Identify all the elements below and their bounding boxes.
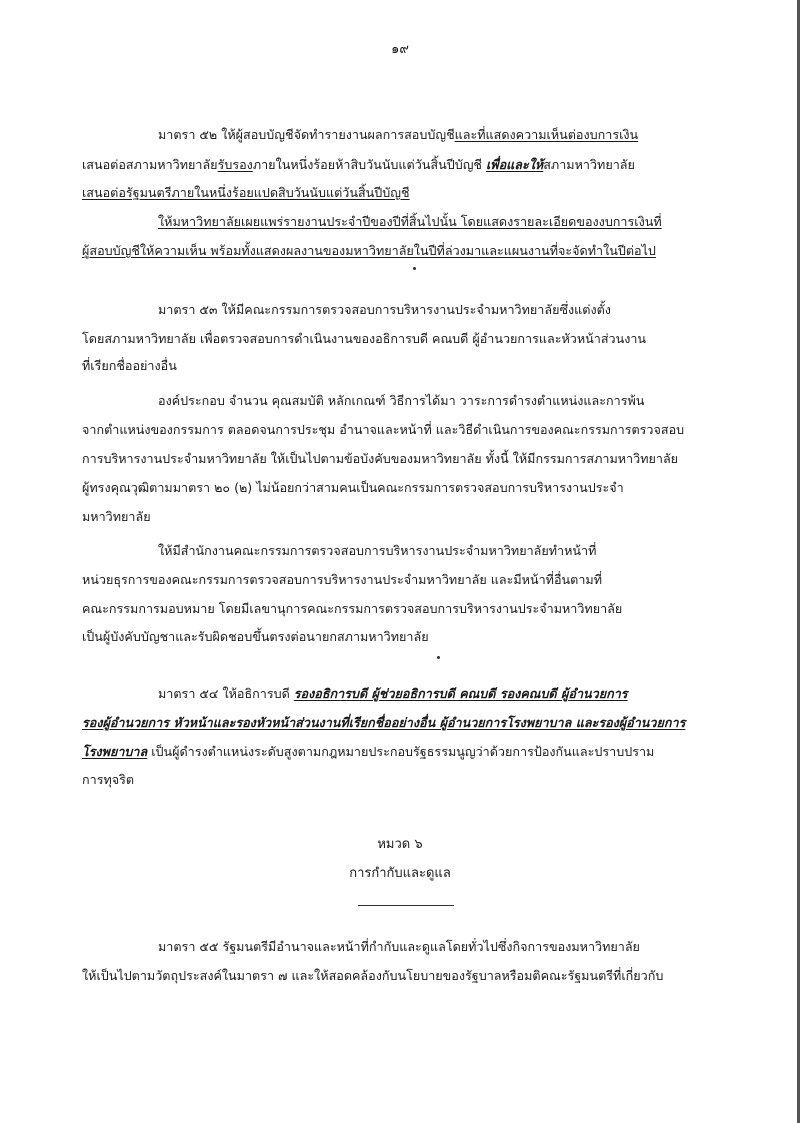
sec53-line-3: ที่เรียกชื่ออย่างอื่น — [82, 358, 177, 373]
sec52-line-1 — [158, 126, 638, 144]
chapter-divider — [358, 905, 454, 906]
sec52-line-2-c: ภายในหนึ่งร้อยห้าสิบวันนับแต่วันสิ้นปีบัญชี — [252, 157, 486, 172]
stray-dot — [437, 656, 440, 659]
sec53-line-9: ให้มีสำนักงานคณะกรรมการตรวจสอบการบริหารงานประจำมหาวิทยาลัยทำหน้าที่ — [158, 543, 597, 558]
sec52-line-2-d: เพื่อและให้ — [485, 157, 544, 172]
sec54-line-3 — [82, 743, 654, 761]
sec53-line-12: เป็นผู้บังคับบัญชาและรับผิดชอบขึ้นตรงต่อนายกสภามหาวิทยาลัย — [82, 629, 429, 644]
chapter-number: หมวด ๖ — [377, 837, 423, 852]
sec52-line-3-b: ภายในหนึ่งร้อยแปดสิบวันนับแต่วันสิ้นปีบัญชี — [171, 185, 410, 200]
sec54-line-3-b: เป็นผู้ดำรงตำแหน่งระดับสูงตามกฎหมายประกอบรัฐธรรมนูญว่าด้วยการป้องกันและปราบปราม — [147, 744, 655, 759]
sec52-line-1-b: และที่แสดงความเห็นต่องบการเงิน — [454, 127, 639, 142]
sec52-line-2-e: สภามหาวิทยาลัย — [543, 157, 635, 172]
sec54-line-4: การทุจริต — [82, 772, 135, 787]
sec54-line-2 — [82, 714, 685, 732]
sec52-line-2-a: เสนอต่อสภามหาวิทยาลัย — [82, 157, 218, 172]
chapter-title: การกำกับและดูแล — [349, 866, 451, 881]
sec53-line-11: คณะกรรมการมอบหมาย โดยมีเลขานุการคณะกรรมการตรวจสอบการบริหารงานประจำมหาวิทยาลัย — [82, 601, 623, 616]
sec52-line-2 — [82, 156, 635, 174]
sec52-line-2-b: รับรอง — [217, 157, 253, 172]
sec54-line-3-a: โรงพยาบาล — [82, 744, 148, 759]
sec53-line-1: มาตรา ๕๓ ให้มีคณะกรรมการตรวจสอบการบริหารงานประจำมหาวิทยาลัยซึ่งแต่งตั้ง — [158, 302, 611, 317]
page-number: ๑๙ — [391, 42, 409, 57]
sec53-line-8: มหาวิทยาลัย — [82, 509, 151, 524]
sec55-line-1: มาตรา ๕๕ รัฐมนตรีมีอำนาจและหน้าที่กำกับและดูแลโดยทั่วไปซึ่งกิจการของมหาวิทยาลัย — [158, 939, 640, 954]
sec53-line-5: จากตำแหน่งของกรรมการ ตลอดจนการประชุม อำนาจและหน้าที่ และวิธีดำเนินการของคณะกรรมการตรวจสอบ — [82, 422, 685, 437]
sec53-line-6: การบริหารงานประจำมหาวิทยาลัย ให้เป็นไปตามข้อบังคับของมหาวิทยาลัย ทั้งนี้ ให้มีกรรมการสภามหาวิทยาลัย — [82, 451, 679, 466]
sec53-line-2: โดยสภามหาวิทยาลัย เพื่อตรวจสอบการดำเนินงานของอธิการบดี คณบดี ผู้อำนวยการและหัวหน้าส่วนงาน — [82, 331, 647, 346]
sec54-line-1-a: มาตรา ๕๔ ให้อธิการบดี — [158, 686, 294, 701]
sec54-line-1-b: รองอธิการบดี ผู้ช่วยอธิการบดี คณบดี รองคณบดี ผู้อำนวยการ — [293, 686, 628, 701]
sec55-line-2: ให้เป็นไปตามวัตถุประสงค์ในมาตรา ๗ และให้สอดคล้องกับนโยบายของรัฐบาลหรือมติคณะรัฐมนตรีที่เกี่ยวกับ — [82, 968, 664, 983]
sec52-line-3 — [82, 184, 410, 202]
sec52-line-5: ผู้สอบบัญชีให้ความเห็น พร้อมทั้งแสดงผลงานของมหาวิทยาลัยในปีที่ล่วงมาและแผนงานที่จะจัดทำในปีต่อไป — [82, 243, 656, 258]
sec52-line-4: ให้มหาวิทยาลัยเผยแพร่รายงานประจำปีของปีที่สิ้นไปนั้น โดยแสดงรายละเอียดของงบการเงินที่ — [158, 214, 662, 229]
stray-dot — [413, 267, 416, 270]
sec52-line-1-a: มาตรา ๕๒ ให้ผู้สอบบัญชีจัดทำรายงานผลการสอบบัญชี — [158, 127, 455, 142]
sec53-line-7: ผู้ทรงคุณวุฒิตามมาตรา ๒๐ (๒) ไม่น้อยกว่าสามคนเป็นคณะกรรมการตรวจสอบการบริหารงานประจำ — [82, 480, 624, 495]
sec53-line-10: หน่วยธุรการของคณะกรรมการตรวจสอบการบริหารงานประจำมหาวิทยาลัย และมีหน้าที่อื่นตามที่ — [82, 572, 602, 587]
sec54-line-1 — [158, 685, 628, 703]
sec54-line-2-a: รองผู้อำนวยการ หัวหน้าและรองหัวหน้าส่วนงานที่เรียกชื่ออย่างอื่น ผู้อำนวยการโรงพยาบาล และรองผู้อำนวยการ — [82, 715, 686, 730]
sec53-line-4: องค์ประกอบ จำนวน คุณสมบัติ หลักเกณฑ์ วิธีการได้มา วาระการดำรงตำแหน่งและการพ้น — [158, 393, 645, 408]
sec52-line-3-a: เสนอต่อรัฐมนตรี — [82, 185, 172, 200]
